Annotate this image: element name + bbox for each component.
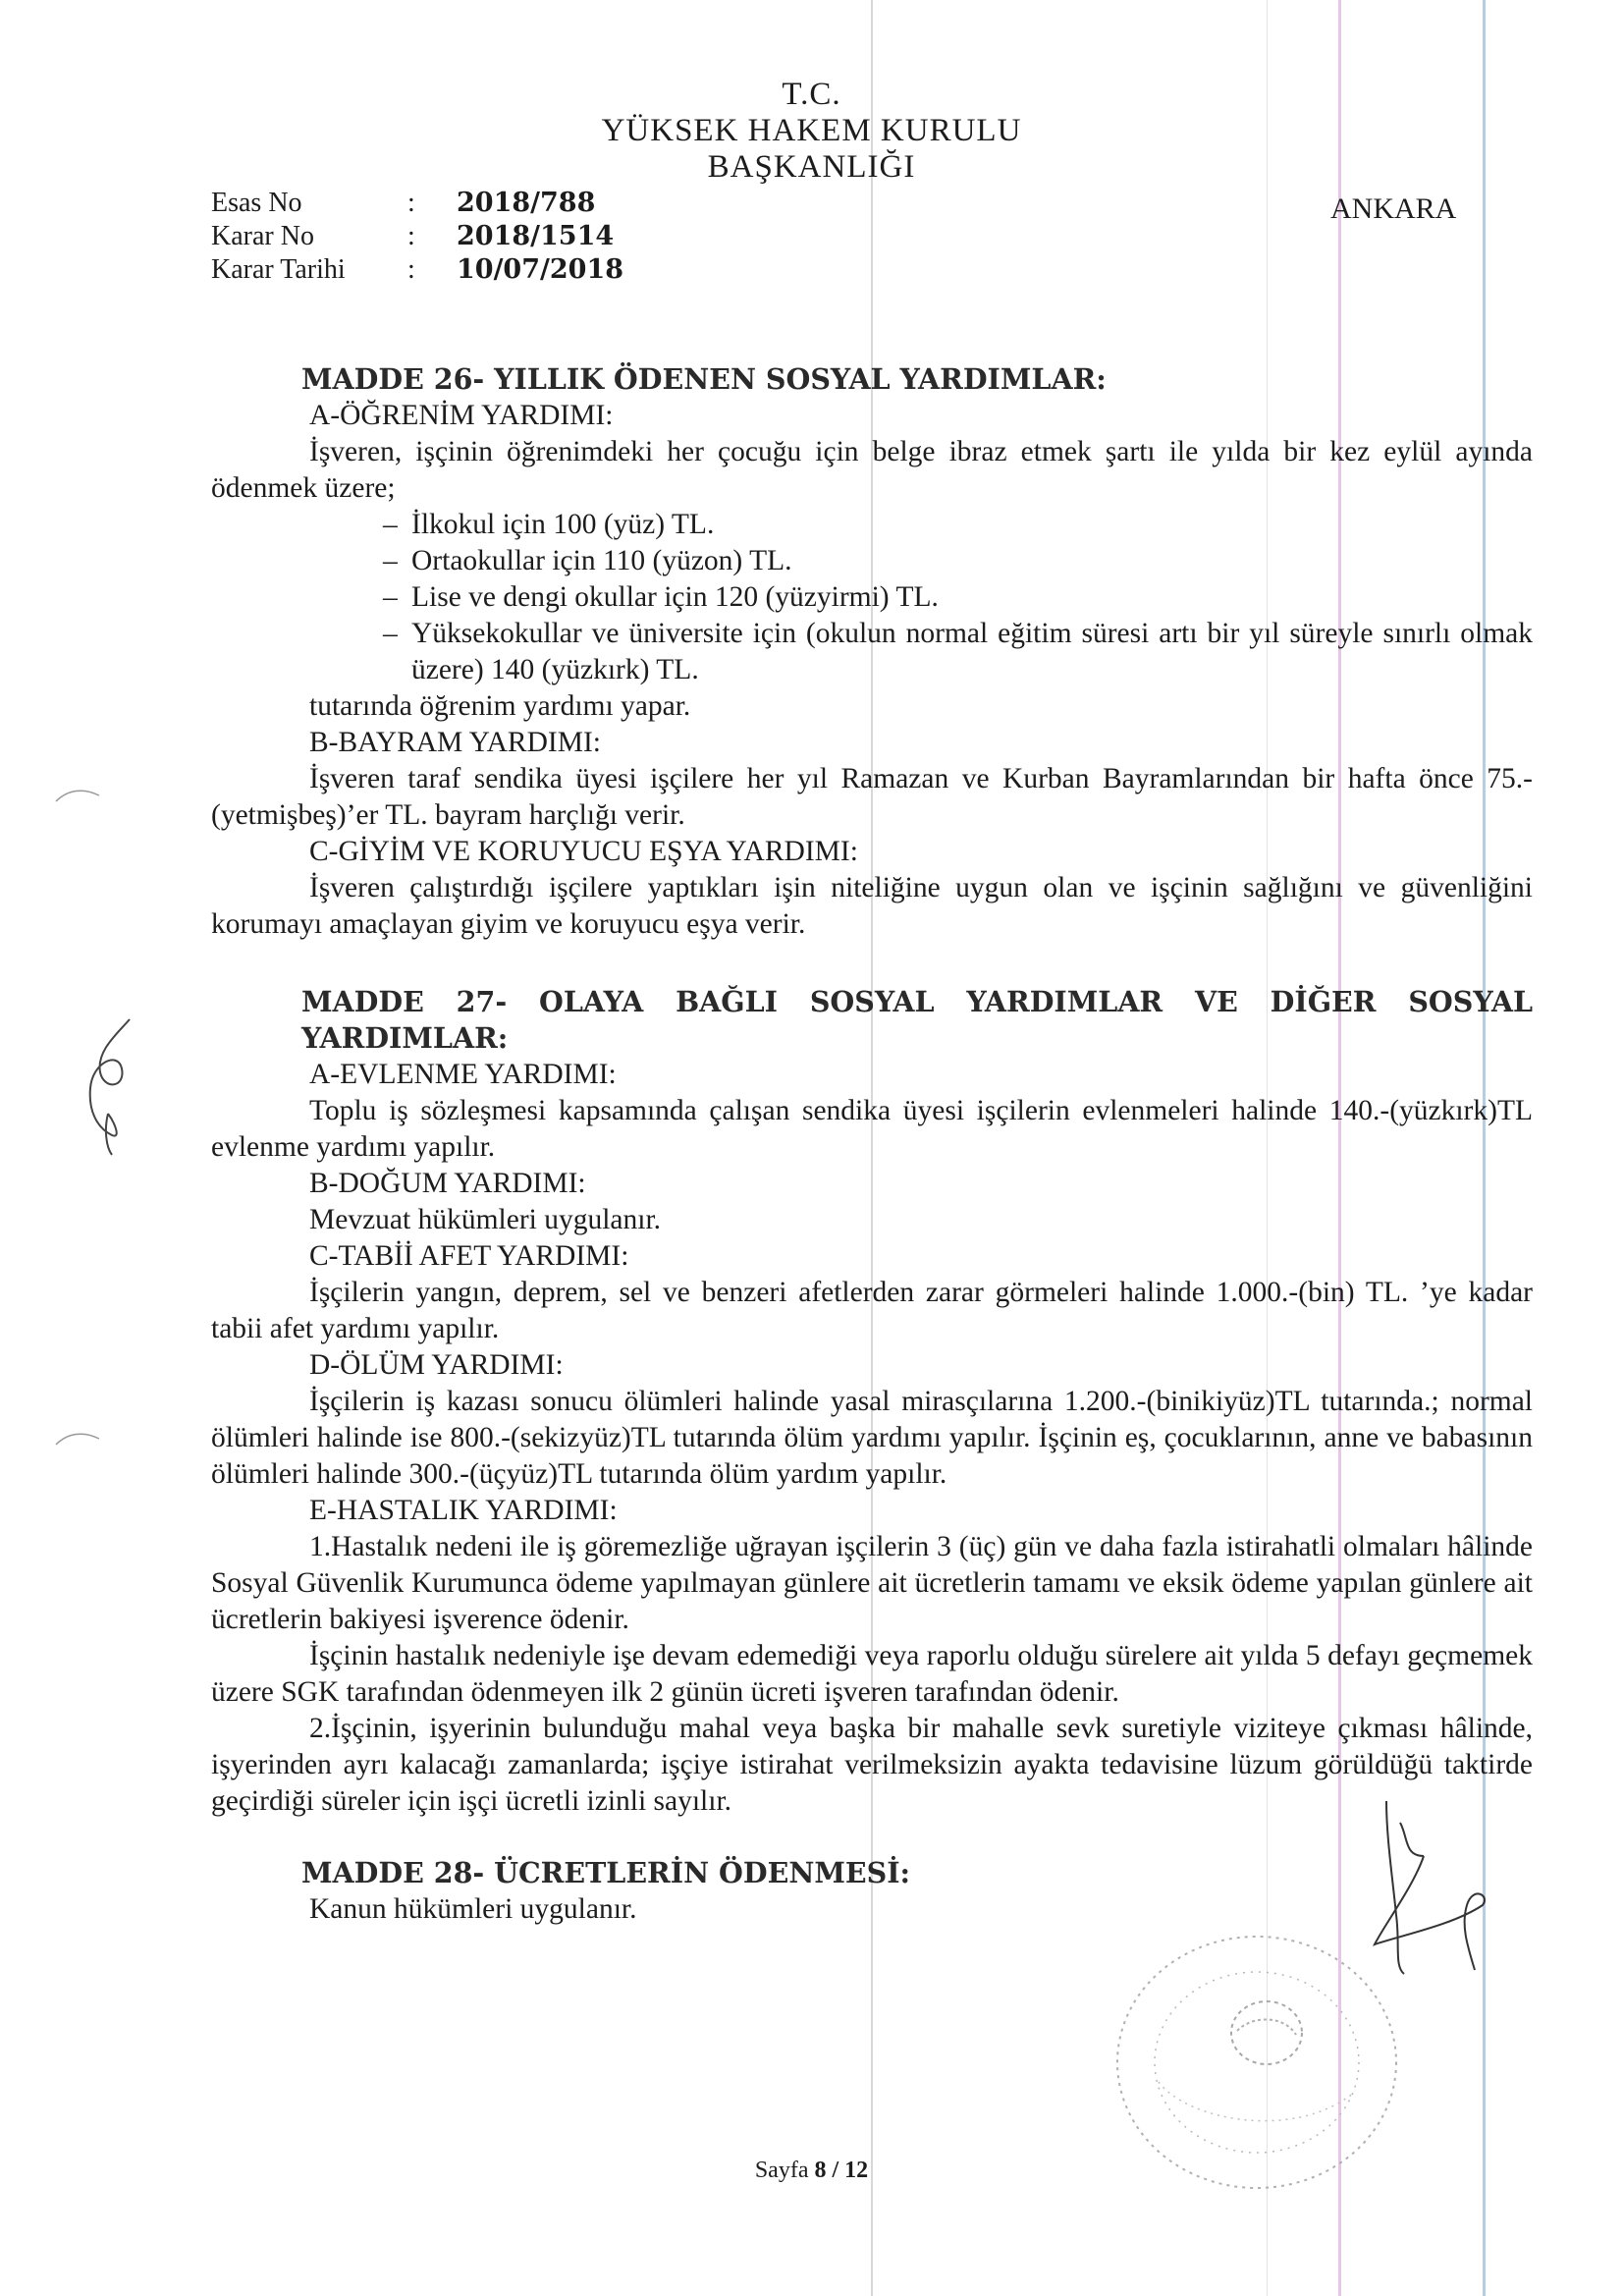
paragraph: tutarında öğrenim yardımı yapar. [309, 690, 691, 722]
list-item: – İlkokul için 100 (yüz) TL. [211, 507, 1533, 543]
section-title: B-BAYRAM YARDIMI: [309, 727, 601, 758]
section-title: B-DOĞUM YARDIMI: [309, 1168, 586, 1199]
esas-no-label: Esas No [211, 188, 302, 218]
paragraph: İşveren, işçinin öğrenimdeki her çocuğu için belge ibraz etmek şartı ile yılda bir kez eylül ayında ödenmek üzere; [211, 436, 1533, 504]
paragraph: Mevzuat hükümleri uygulanır. [309, 1204, 662, 1235]
section-title: A-ÖĞRENİM YARDIMI: [309, 400, 614, 431]
karar-no-label: Karar No [211, 221, 314, 251]
paragraph: Toplu iş sözleşmesi kapsamında çalışan sendika üyesi işçilerin evlenmeleri halinde 140.-(yüzkırk)TL evlenme yardımı yapılır. [211, 1095, 1533, 1163]
list-item: – Lise ve dengi okullar için 120 (yüzyirmi) TL. [211, 579, 1533, 616]
paragraph: Kanun hükümleri uygulanır. [309, 1893, 637, 1925]
section-title: C-GİYİM VE KORUYUCU EŞYA YARDIMI: [309, 836, 858, 867]
list-item: – Ortaokullar için 110 (yüzon) TL. [211, 543, 1533, 579]
paragraph: İşçilerin yangın, deprem, sel ve benzeri afetlerden zarar görmeleri halinde 1.000.-(bin) TL. ’ye kadar tabii afet yardımı yapılır. [211, 1277, 1533, 1344]
paragraph: 1.Hastalık nedeni ile iş göremezliğe uğrayan işçilerin 3 (üç) gün ve daha fazla istirahatli olmaları hâlinde Sosyal Güvenlik Kurumunca ödeme yapılmayan günlere ait ücretlerin tamamı ve eksik ödeme yapılan günlere ait ücretlerin bakiyesi işverence ödenir. [211, 1531, 1533, 1635]
paragraph: İşçinin hastalık nedeniyle işe devam edemediği veya raporlu olduğu sürelere ait yılda 5 defayı geçmemek üzere SGK tarafından ödenmeyen ilk 2 günün ücreti işveren tarafından ödenir. [211, 1640, 1533, 1708]
header-tc: T.C. [782, 77, 841, 112]
case-metadata: Esas No : 2018/788 Karar No : 2018/1514 Karar Tarihi : 10/07/2018 [211, 188, 624, 285]
page-footer [0, 2158, 1623, 2184]
karar-tarihi-label: Karar Tarihi [211, 254, 346, 285]
paragraph: İşçilerin iş kazası sonucu ölümleri halinde yasal mirasçılarına 1.200.-(binikiyüz)TL tutarında.; normal ölümleri halinde ise 800.-(sekizyüz)TL tutarında ölüm yardımı yapılır. İşçinin eş, çocuklarının, anne ve babasının ölümleri halinde 300.-(üçyüz)TL tutarında ölüm yardım yapılır. [211, 1386, 1533, 1490]
paragraph: 2.İşçinin, işyerinin bulunduğu mahal veya başka bir mahalle sevk suretiyle viziteye çıkması hâlinde, işyerinden ayrı kalacağı zamanlarda; işçiye istirahat verilmeksizin ayakta tedavisine lüzum görüldüğü taktirde geçirdiği süreler için işçi ücretli izinli sayılır. [211, 1713, 1533, 1817]
article-26-title: MADDE 26- YILLIK ÖDENEN SOSYAL YARDIMLAR: [301, 362, 1107, 396]
header-institution: YÜKSEK HAKEM KURULU [601, 113, 1022, 148]
article-27-title: MADDE 27- OLAYA BAĞLI SOSYAL YARDIMLAR VE DİĞER SOSYAL YARDIMLAR: [301, 985, 1533, 1055]
initials-icon [79, 1011, 147, 1159]
paragraph: İşveren çalıştırdığı işçilere yaptıkları işin niteliğine uygun olan ve işçinin sağlığını ve güvenliğini korumayı amaçlayan giyim ve koruyucu eşya verir. [211, 872, 1533, 940]
list-item: – Yüksekokullar ve üniversite için (okulun normal eğitim süresi artı bir yıl süreyle sınırlı olmak üzere) 140 (yüzkırk) TL. [211, 616, 1533, 688]
section-title: E-HASTALIK YARDIMI: [309, 1495, 618, 1526]
page-label: Sayfa [754, 2158, 815, 2183]
page-number: 8 / 12 [814, 2158, 869, 2183]
allowance-list [211, 507, 1533, 688]
signature-icon [1365, 1797, 1502, 1984]
section-title: A-EVLENME YARDIMI: [309, 1059, 617, 1090]
margin-mark-icon [54, 786, 103, 805]
karar-no-value: 2018/1514 [457, 221, 615, 251]
city-label: ANKARA [1330, 192, 1457, 225]
article-28-title: MADDE 28- ÜCRETLERİN ÖDENMESİ: [301, 1856, 911, 1889]
margin-mark-icon [54, 1429, 103, 1449]
paragraph: İşveren taraf sendika üyesi işçilere her yıl Ramazan ve Kurban Bayramlarından bir hafta önce 75.-(yetmişbeş)’er TL. bayram harçlığı verir. [211, 763, 1533, 831]
section-title: C-TABİİ AFET YARDIMI: [309, 1240, 629, 1272]
esas-no-value: 2018/788 [457, 188, 596, 218]
section-title: D-ÖLÜM YARDIMI: [309, 1349, 564, 1381]
karar-tarihi-value: 10/07/2018 [457, 254, 624, 285]
document-body [211, 361, 1533, 1928]
header-presidency: BAŞKANLIĞI [707, 149, 916, 185]
